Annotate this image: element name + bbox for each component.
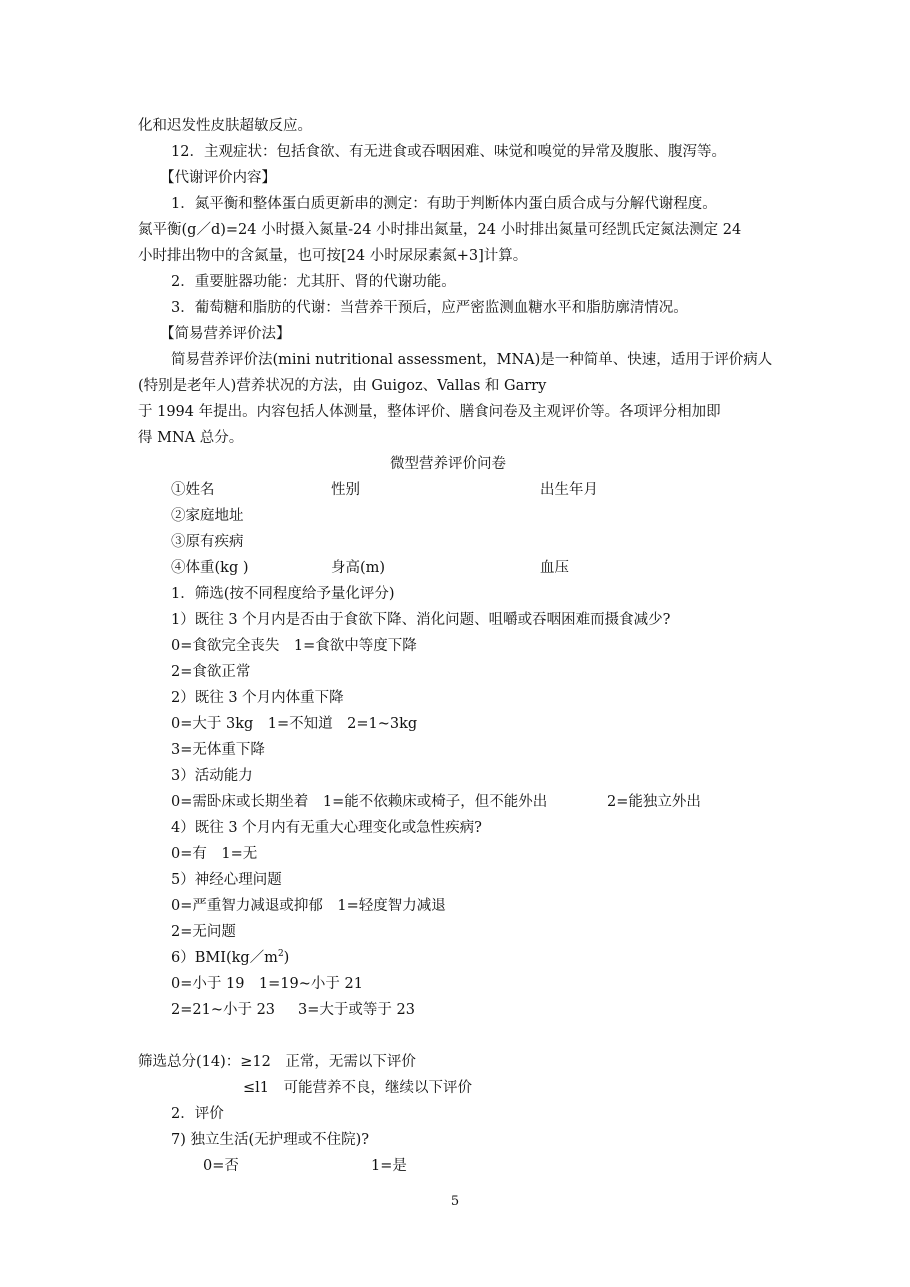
section-heading: 【简易营养评价法】 [160, 326, 291, 342]
section-heading: 2．评价 [171, 1106, 224, 1122]
answer-option: 2=无问题 [171, 924, 236, 940]
answer-option: 0=食欲完全丧失 1=食欲中等度下降 [171, 638, 417, 654]
answer-option: 0=小于 19 1=19~小于 21 [171, 976, 363, 992]
form-field-height: 身高(m) [331, 560, 386, 576]
question: 3）活动能力 [171, 768, 253, 784]
section-heading: 【代谢评价内容】 [160, 170, 276, 186]
page-number: 5 [450, 1194, 460, 1209]
answer-option: 1=是 [371, 1158, 407, 1174]
text-line: 于 1994 年提出。内容包括人体测量，整体评价、膳食问卷及主观评价等。各项评分相加即 [138, 404, 721, 420]
question: 7) 独立生活(无护理或不住院)? [171, 1132, 370, 1148]
form-field-gender: 性别 [331, 482, 360, 498]
form-field-disease: ③原有疾病 [171, 534, 244, 550]
form-field-birth: 出生年月 [540, 482, 598, 498]
text-line: (特别是老年人)营养状况的方法，由 Guigoz、Vallas 和 Garry [138, 378, 547, 394]
section-heading: 1．筛选(按不同程度给予量化评分) [171, 586, 395, 602]
form-field-address: ②家庭地址 [171, 508, 244, 524]
question-text: 6）BMI(kg／m [171, 950, 278, 966]
screening-total: 筛选总分(14)：≥12 正常，无需以下评价 [138, 1054, 416, 1070]
superscript: 2 [277, 949, 284, 959]
text-line: 1．氮平衡和整体蛋白质更新串的测定：有助于判断体内蛋白质合成与分解代谢程度。 [171, 196, 717, 212]
text-line: 得 MNA 总分。 [138, 430, 244, 446]
text-line: 3．葡萄糖和脂肪的代谢：当营养干预后，应严密监测血糖水平和脂肪廓清情况。 [171, 300, 688, 316]
screening-total: ≤l1 可能营养不良，继续以下评价 [243, 1080, 473, 1096]
question: 2）既往 3 个月内体重下降 [171, 690, 344, 706]
answer-option: 0=否 [203, 1158, 239, 1174]
answer-option: 2=能独立外出 [607, 794, 701, 810]
text-line: 化和迟发性皮肤超敏反应。 [138, 118, 312, 134]
answer-option: 2=21~小于 23 [171, 1002, 276, 1018]
text-line: 氮平衡(g／d)=24 小时摄入氮量-24 小时排出氮量，24 小时排出氮量可经凯氏定氮法测定 24 [138, 222, 742, 238]
text-line: 12．主观症状：包括食欲、有无进食或吞咽困难、味觉和嗅觉的异常及腹胀、腹泻等。 [171, 144, 726, 160]
form-field-name: ①姓名 [171, 482, 215, 498]
question: 1）既往 3 个月内是否由于食欲下降、消化问题、咀嚼或吞咽困难而摄食减少? [171, 612, 671, 628]
question [171, 948, 289, 968]
answer-option: 3=无体重下降 [171, 742, 265, 758]
form-field-weight: ④体重(kg ) [171, 560, 249, 576]
question: 5）神经心理问题 [171, 872, 282, 888]
text-line: 2．重要脏器功能：尤其肝、肾的代谢功能。 [171, 274, 456, 290]
question-text: ) [283, 950, 290, 966]
form-field-bp: 血压 [540, 560, 569, 576]
text-line: 简易营养评价法(mini nutritional assessment，MNA)是一种简单、快速，适用于评价病人 [171, 352, 773, 368]
answer-option: 2=食欲正常 [171, 664, 251, 680]
answer-option: 0=需卧床或长期坐着 1=能不依赖床或椅子，但不能外出 [171, 794, 548, 810]
answer-option: 3=大于或等于 23 [298, 1002, 415, 1018]
answer-option: 0=大于 3kg 1=不知道 2=1~3kg [171, 716, 418, 732]
answer-option: 0=严重智力减退或抑郁 1=轻度智力减退 [171, 898, 446, 914]
text-line: 小时排出物中的含氮量，也可按[24 小时尿尿素氮+3]计算。 [138, 248, 528, 264]
question: 4）既往 3 个月内有无重大心理变化或急性疾病? [171, 820, 482, 836]
form-title: 微型营养评价问卷 [390, 456, 506, 472]
answer-option: 0=有 1=无 [171, 846, 258, 862]
